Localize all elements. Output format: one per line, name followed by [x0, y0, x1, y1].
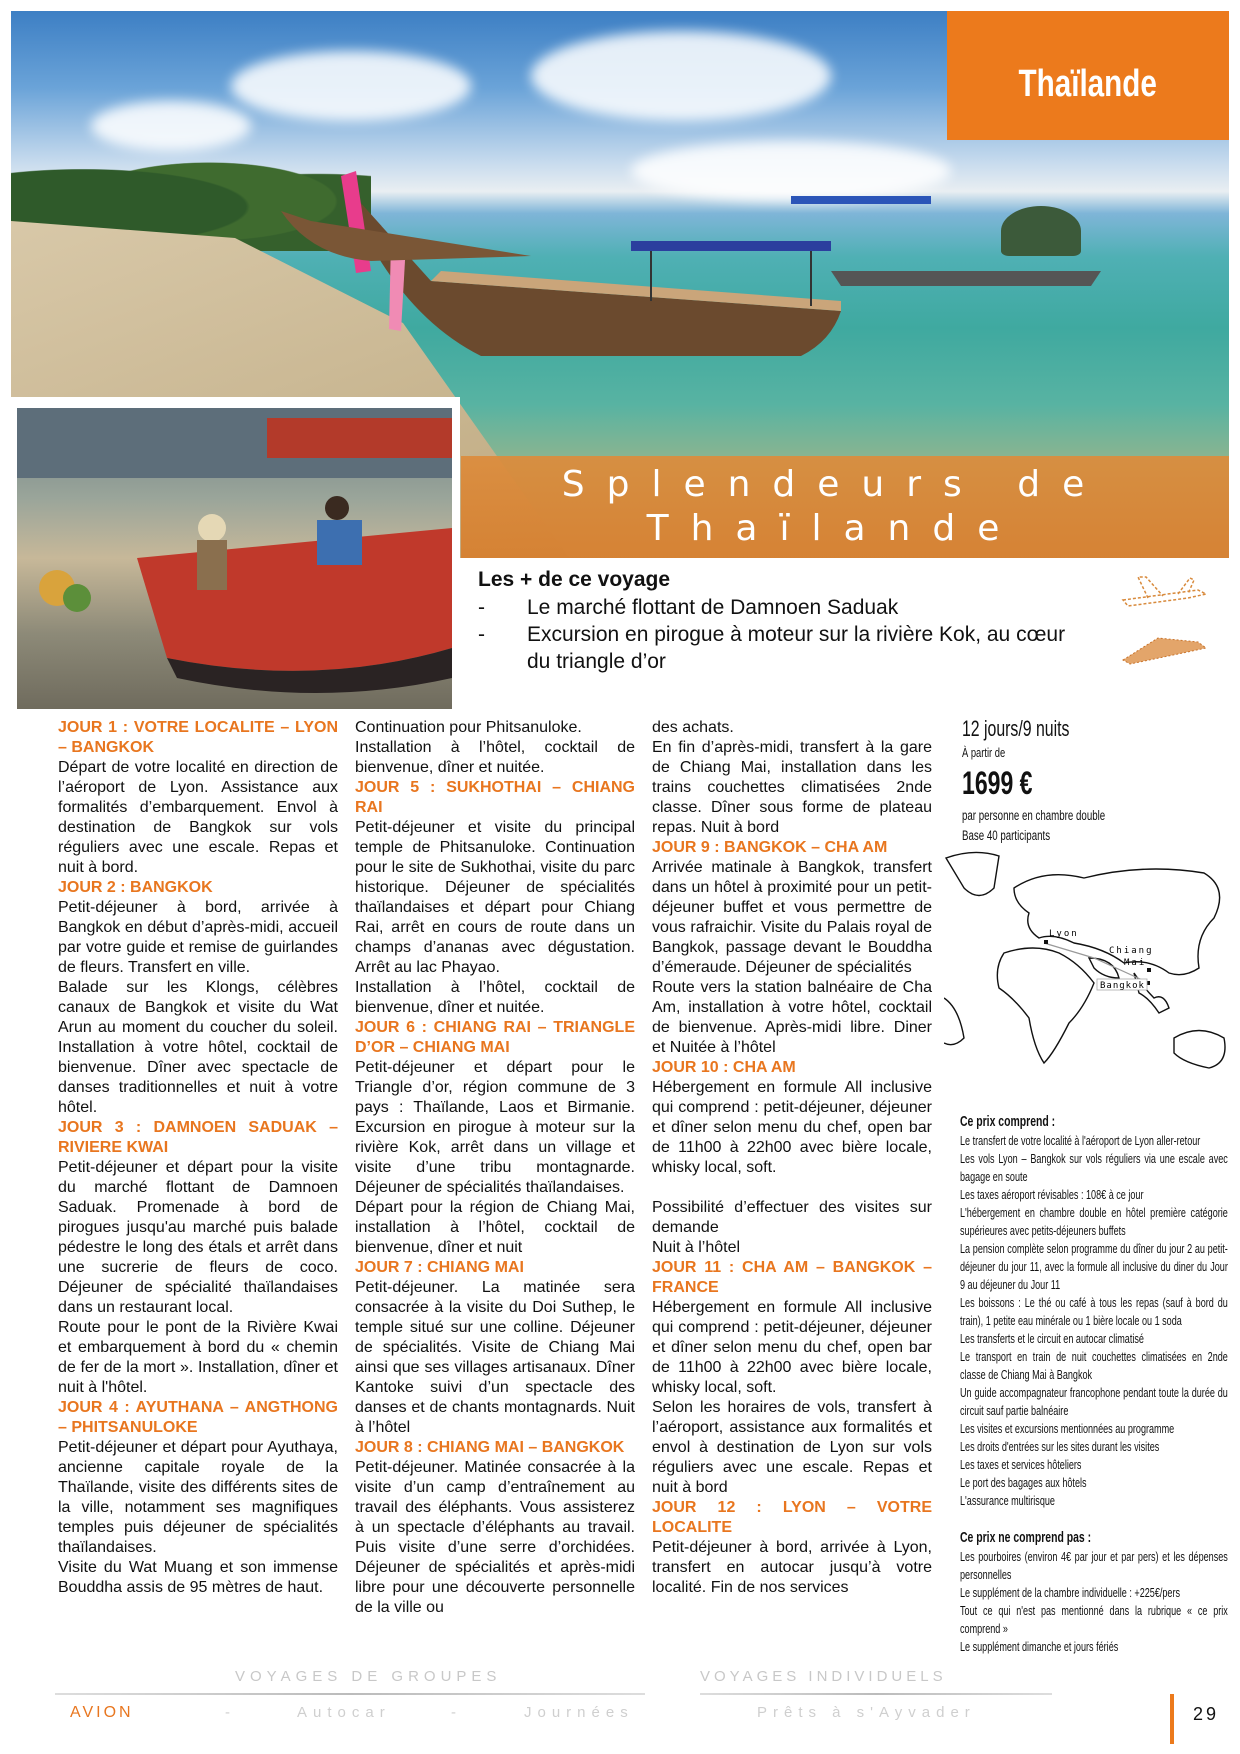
day-description: Petit-déjeuner et départ pour le Triangle d’or, région commune de 3 pays : Thaïlande, Laos et Birmanie. Excursion en pirogue à moteur sur la rivière Kok, arrêt dans un village et visite d’une tribu montagnarde. Déjeuner de spécialités thaïlandaises. — [355, 1059, 635, 1196]
price-includes-item: Les taxes aéroport révisables : 108€ à ce jour — [960, 1188, 1144, 1202]
airplane-icon — [1118, 572, 1208, 612]
footer-divider — [55, 1693, 645, 1695]
itinerary-column-2 — [355, 718, 635, 1618]
price-includes-item: Le port des bagages aux hôtels — [960, 1476, 1087, 1490]
price-basis-participants: Base 40 participants — [962, 828, 1051, 843]
price-includes-item: Les droits d'entrées sur les sites durant les visites — [960, 1440, 1160, 1454]
footer-nav-journees[interactable]: Journées — [524, 1704, 634, 1721]
day-description: Départ de votre localité en direction de l’aéroport de Lyon. Assistance aux formalités d’embarquement. Envol à destination de Bangkok sur vols réguliers avec une escale. Repas et nuit à bord. — [58, 759, 338, 876]
map-label-mai: Mai — [1124, 958, 1147, 968]
day-description: Route pour le pont de la Rivière Kwai et embarquement à bord du « chemin de fer de la mort ». Installation, dîner et nuit à l'hôtel. — [58, 1319, 338, 1396]
price-excludes-item: Tout ce qui n'est pas mentionné dans la rubrique « ce prix comprend » — [960, 1604, 1228, 1636]
bullet-dash: - — [478, 623, 485, 646]
day-description: Hébergement en formule All inclusive qui comprend : petit-déjeuner, déjeuner et dîner selon menu du chef, open bar de 11h00 à 22h00 avec bière locale, whisky local, soft. — [652, 1299, 932, 1396]
day-heading: JOUR 2 : BANGKOK — [58, 879, 213, 896]
footer-nav-autocar[interactable]: Autocar — [297, 1704, 391, 1721]
country-title: Thaïlande — [1018, 63, 1158, 105]
day-description: Selon les horaires de vols, transfert à l’aéroport, assistance aux formalités et envol à destination de Lyon sur vols réguliers avec une escale. Repas et nuit à bord — [652, 1399, 932, 1496]
trip-duration: 12 jours/9 nuits — [962, 716, 1070, 741]
day-heading: JOUR 5 : SUKHOTHAI – CHIANG RAI — [355, 779, 635, 816]
highlight-text: Excursion en pirogue à moteur sur la rivière Kok, au cœur du triangle d’or — [527, 623, 1066, 673]
map-label-lyon: Lyon — [1049, 929, 1079, 939]
day-description: Départ pour la région de Chiang Mai, installation à l’hôtel, cocktail de bienvenue, dîner et nuit — [355, 1199, 635, 1256]
day-description: Continuation pour Phitsanuloke. — [355, 719, 582, 736]
price-excludes-item: Le supplément de la chambre individuelle : +225€/pers — [960, 1586, 1181, 1600]
price-includes-item: Un guide accompagnateur francophone pendant toute la durée du circuit sauf partie balnéaire — [960, 1386, 1228, 1418]
bullet-dash: - — [478, 596, 485, 619]
price-includes-item: Les transferts et le circuit en autocar climatisé — [960, 1332, 1144, 1346]
price-includes-item: Les taxes et services hôteliers — [960, 1458, 1082, 1472]
day-description: Petit-déjeuner et visite du principal temple de Phitsanuloke. Continuation pour le site de Sukhothai, visite du parc historique. Déjeuner de spécialités thaïlandaises et départ pour Chiang Rai, arrêt en cours de route dans un champs d’ananas avec dégustation. Arrêt au lac Phayao. — [355, 819, 635, 976]
day-heading: JOUR 4 : AYUTHANA – ANGTHONG – PHITSANULOKE — [58, 1399, 338, 1436]
day-heading: JOUR 3 : DAMNOEN SADUAK – RIVIERE KWAI — [58, 1119, 338, 1156]
footer-group-travel: VOYAGES DE GROUPES — [235, 1668, 502, 1685]
trip-title-line1: Splendeurs de — [561, 464, 1107, 505]
price-from-label: À partir de — [962, 745, 1006, 760]
day-heading: JOUR 12 : LYON – VOTRE LOCALITE — [652, 1499, 932, 1536]
day-heading: JOUR 8 : CHIANG MAI – BANGKOK — [355, 1439, 625, 1456]
day-heading: JOUR 11 : CHA AM – BANGKOK – FRANCE — [652, 1259, 932, 1296]
price-includes-heading: Ce prix comprend : — [960, 1114, 1056, 1130]
day-description: Petit-déjeuner. La matinée sera consacrée à la visite du Doi Suthep, le temple situé sur une colline. Déjeuner de spécialités. Visite de Chiang Mai ainsi que ses villages artisanaux. Dîner Kantoke suivi d’un spectacle des danses et de chants montagnards. Nuit à l’hôtel — [355, 1279, 635, 1436]
page-number: 29 — [1193, 1704, 1220, 1724]
day-heading: JOUR 10 : CHA AM — [652, 1059, 796, 1076]
itinerary-column-1 — [58, 718, 338, 1598]
footer-nav-avion[interactable]: AVION — [70, 1704, 134, 1721]
price-includes-item: L'assurance multirisque — [960, 1494, 1055, 1508]
map-label-chiang: Chiang — [1109, 946, 1154, 956]
footer-nav-separator: - — [225, 1704, 236, 1721]
spacer — [960, 1510, 1228, 1528]
price-basis-room: par personne en chambre double — [962, 808, 1106, 823]
price-excludes-item: Le supplément dimanche et jours fériés — [960, 1640, 1119, 1654]
price-includes-item: Les vols Lyon – Bangkok sur vols réguliers via une escale avec bagage en soute — [960, 1152, 1228, 1184]
highlights-heading: Les + de ce voyage — [478, 568, 671, 591]
trip-price: 1699 € — [962, 765, 1033, 801]
price-conditions — [960, 1112, 1228, 1656]
country-title-box — [947, 11, 1229, 140]
highlight-item — [478, 594, 1098, 621]
highlight-text: Le marché flottant de Damnoen Saduak — [527, 596, 899, 619]
day-description: Installation à l’hôtel, cocktail de bienvenue, dîner et nuitée. — [355, 979, 635, 1016]
price-includes-item: Les visites et excursions mentionnées au programme — [960, 1422, 1175, 1436]
day-description: Petit-déjeuner. Matinée consacrée à la visite d’un camp d’entraînement au travail des éléphants. Vous assisterez à un spectacle d’éléphants au travail. Puis visite d’une serre d’orchidées. Déjeuner de spécialités et après-midi libre pour une découverte personnelle de la ville ou — [355, 1459, 635, 1616]
day-description: Petit-déjeuner et départ pour la visite du marché flottant de Damnoen Saduak. Promenade à bord de pirogues jusqu'au marché puis balade pédestre le long des étals et arrêt dans une sucrerie de fleurs de coco. Déjeuner de spécialité thaïlandaises dans un restaurant local. — [58, 1159, 338, 1316]
spacer — [652, 1178, 932, 1198]
day-description: Balade sur les Klongs, célèbres canaux de Bangkok et visite du Wat Arun au moment du coucher du soleil. Installation à votre hôtel, cocktail de bienvenue. Dîner avec spectacle de danses traditionnelles et nuit à votre hôtel. — [58, 979, 338, 1116]
page-number-bar — [1170, 1694, 1174, 1744]
day-description: des achats. — [652, 719, 734, 736]
price-includes-item: La pension complète selon programme du dîner du jour 2 au petit-déjeuner du jour 11, avec la formule all inclusive du diner du Jour 9 au déjeuner du Jour 11 — [960, 1242, 1228, 1292]
day-description: Installation à l’hôtel, cocktail de bienvenue, dîner et nuitée. — [355, 739, 635, 776]
route-map — [944, 848, 1232, 1078]
day-heading: JOUR 1 : VOTRE LOCALITE – LYON – BANGKOK — [58, 719, 338, 756]
day-description: Visite du Wat Muang et son immense Bouddha assis de 95 mètres de haut. — [58, 1559, 338, 1596]
day-heading: JOUR 7 : CHIANG MAI — [355, 1259, 524, 1276]
day-heading: JOUR 9 : BANGKOK – CHA AM — [652, 839, 888, 856]
day-description: Nuit à l’hôtel — [652, 1239, 741, 1256]
footer-nav-prets-a-sayvader[interactable]: Prêts à s'Ayvader — [757, 1704, 976, 1721]
price-includes-item: Les boissons : Le thé ou café à tous les repas (sauf à bord du train), 1 petite eau minérale ou 1 bière locale ou 1 soda — [960, 1296, 1228, 1328]
day-description: Possibilité d’effectuer des visites sur demande — [652, 1199, 932, 1236]
day-description: Petit-déjeuner à bord, arrivée à Lyon, transfert en autocar jusqu’à votre localité. Fin de nos services — [652, 1539, 932, 1596]
price-excludes-heading: Ce prix ne comprend pas : — [960, 1530, 1092, 1546]
price-includes-item: Le transport en train de nuit couchettes climatisées en 2nde classe de Chiang Mai à Bangkok — [960, 1350, 1228, 1382]
price-basis — [962, 806, 1221, 846]
footer-nav-separator: - — [451, 1704, 462, 1721]
day-description: En fin d’après-midi, transfert à la gare de Chiang Mai, installation dans les trains couchettes climatisées 2nde classe. Dîner sous forme de plateau repas. Nuit à bord — [652, 739, 932, 836]
itinerary-column-3 — [652, 718, 932, 1598]
floating-market-photo — [17, 408, 452, 709]
day-description: Petit-déjeuner à bord, arrivée à Bangkok en début d’après-midi, accueil par votre guide et remise de guirlandes de fleurs. Transfert en ville. — [58, 899, 338, 976]
trip-title-line2: Thaïlande — [646, 508, 1022, 549]
price-excludes-item: Les pourboires (environ 4€ par jour et par pers) et les dépenses personnelles — [960, 1550, 1228, 1582]
map-label-bangkok: Bangkok — [1100, 981, 1145, 991]
day-description: Hébergement en formule All inclusive qui comprend : petit-déjeuner, déjeuner et dîner selon menu du chef, open bar de 11h00 à 22h00 avec bière locale, whisky local, soft. — [652, 1079, 932, 1176]
day-description: Route vers la station balnéaire de Cha Am, installation à votre hôtel, cocktail de bienvenue. Après-midi libre. Diner et Nuitée à l’hôtel — [652, 979, 932, 1056]
airplane-icon — [1118, 628, 1208, 668]
price-includes-item: Le transfert de votre localité à l'aéroport de Lyon aller-retour — [960, 1134, 1201, 1148]
day-description: Petit-déjeuner et départ pour Ayuthaya, ancienne capitale royale de la Thaïlande, visite des différents sites de la ville, notamment ses magnifiques temples puis déjeuner de spécialités thaïlandaises. — [58, 1439, 338, 1556]
highlight-item — [478, 621, 1098, 675]
day-description: Arrivée matinale à Bangkok, transfert dans un hôtel à proximité pour un petit-déjeuner buffet et vous permettre de vous rafraichir. Visite du Palais royal de Bangkok, passage devant le Bouddha d’émeraude. Déjeuner de spécialités — [652, 859, 932, 976]
footer-individual-travel: VOYAGES INDIVIDUELS — [700, 1668, 947, 1685]
price-includes-item: L'hébergement en chambre double en hôtel première catégorie supérieures avec petits-déjeuners buffets — [960, 1206, 1228, 1238]
day-heading: JOUR 6 : CHIANG RAI – TRIANGLE D’OR – CHIANG MAI — [355, 1019, 635, 1056]
footer-divider — [700, 1693, 1052, 1695]
